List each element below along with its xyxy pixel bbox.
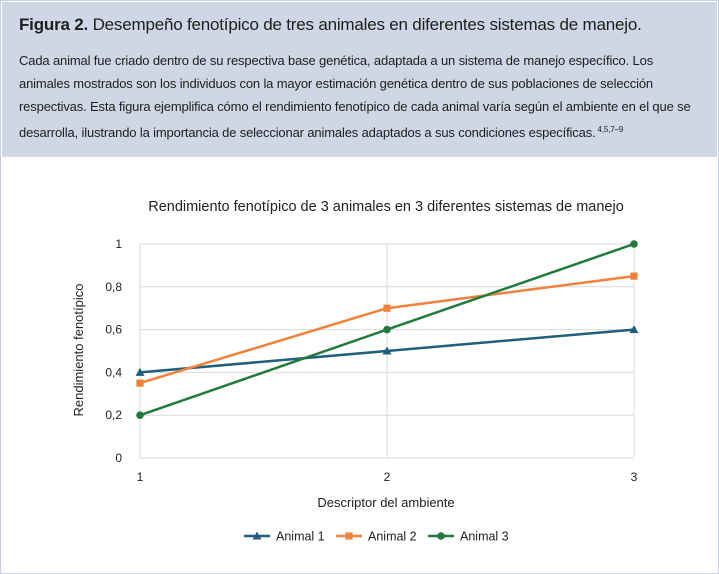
- legend-item: [428, 530, 509, 544]
- caption-title-text: Desempeño fenotípico de tres animales en diferentes sistemas de manejo.: [92, 15, 642, 34]
- y-tick-label: 0,4: [105, 365, 122, 380]
- legend-item: [244, 530, 325, 544]
- y-axis-ticks: [105, 237, 122, 465]
- data-point: [630, 273, 637, 280]
- legend-marker: [437, 532, 445, 540]
- x-axis-ticks: [137, 470, 638, 484]
- y-axis-label: Rendimiento fenotípico: [71, 283, 86, 417]
- chart-legend: [244, 530, 509, 544]
- caption-references: 4,5,7–9: [597, 125, 624, 134]
- caption-label: Figura 2.: [19, 15, 89, 34]
- y-tick-label: 0: [115, 451, 122, 465]
- y-tick-label: 0,2: [105, 408, 122, 423]
- legend-label: Animal 3: [460, 529, 509, 544]
- y-tick-label: 0,8: [105, 279, 122, 294]
- x-tick-label: 2: [383, 470, 391, 484]
- chart-title: Rendimiento fenotípico de 3 animales en 3 diferentes sistemas de manejo: [148, 199, 624, 215]
- data-point: [383, 305, 390, 312]
- data-point: [136, 380, 143, 387]
- legend-marker: [345, 532, 352, 539]
- caption-body-text: Cada animal fue criado dentro de su respectiva base genética, adaptada a un sistema de manejo específico. Los animales mostrados son los individuos con la mayor estimación genética dentro de sus poblaciones de selección respectivas. Esta figura ejemplifica cómo el rendimiento fenotípico de cada animal varía según el ambiente en el que se desarrolla, ilustrando la importancia de seleccionar animales adaptados a sus condiciones específicas.: [19, 53, 691, 140]
- x-axis-label: Descriptor del ambiente: [317, 495, 455, 510]
- data-point: [630, 240, 638, 248]
- data-point: [383, 326, 391, 334]
- y-tick-label: 1: [115, 237, 122, 251]
- x-tick-label: 3: [630, 470, 638, 484]
- legend-label: Animal 1: [276, 529, 325, 544]
- x-tick-label: 1: [136, 470, 144, 484]
- legend-item: [336, 530, 417, 544]
- data-point: [136, 411, 144, 419]
- y-tick-label: 0,6: [105, 322, 122, 337]
- legend-label: Animal 2: [368, 529, 417, 544]
